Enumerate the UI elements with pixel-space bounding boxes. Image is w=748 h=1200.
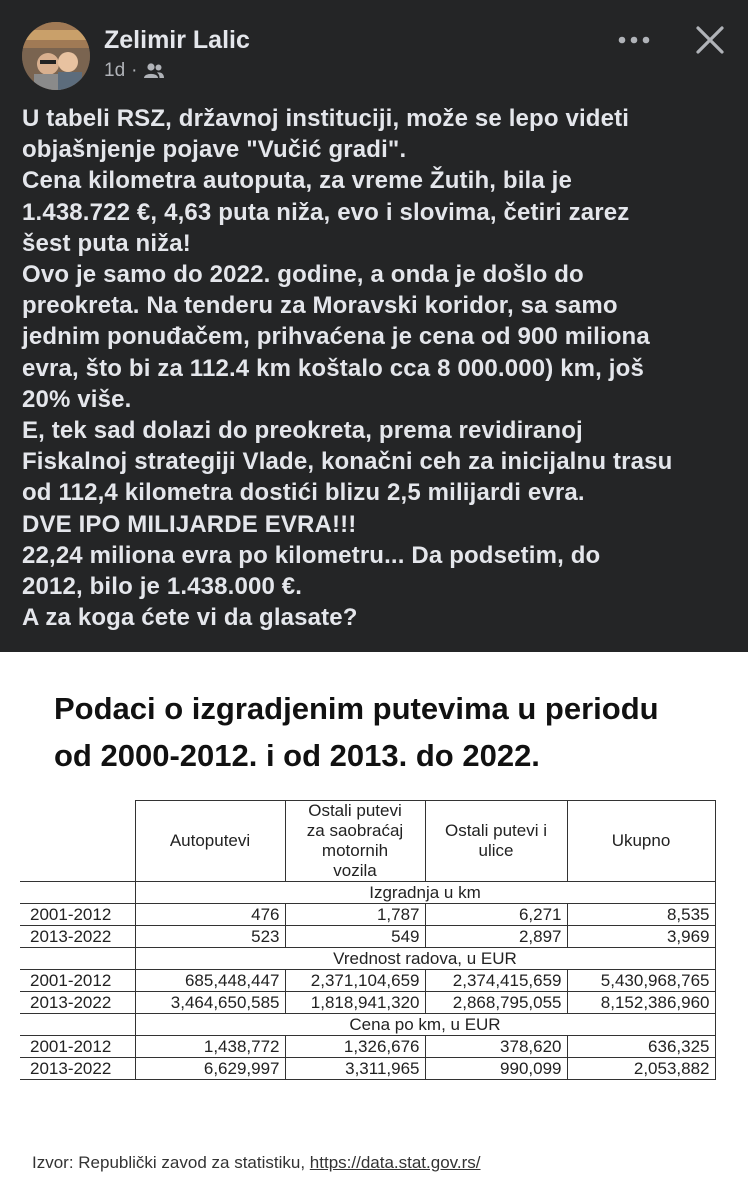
header-line: ulice [478,841,514,860]
close-icon [695,25,725,55]
value-cell: 476 [135,904,285,926]
value-cell: 685,448,447 [135,970,285,992]
header-ostali-putevi-motorni [285,801,425,882]
table-row [20,1058,715,1080]
post-image[interactable] [0,652,748,1200]
avatar[interactable] [22,22,90,90]
value-cell: 1,787 [285,904,425,926]
period-cell: 2001-2012 [20,970,135,992]
source-prefix: Izvor: Republički zavod za statistiku, [32,1153,306,1172]
section-empty-cell [20,1014,135,1036]
value-cell: 1,326,676 [285,1036,425,1058]
period-cell: 2001-2012 [20,1036,135,1058]
post-text-line: od 112,4 kilometra dostići blizu 2,5 milijardi evra. [22,479,585,507]
avatar-photo-icon [22,22,90,90]
value-cell: 3,311,965 [285,1058,425,1080]
post-text-line: Ovo je samo do 2022. godine, a onda je došlo do [22,261,584,289]
value-cell: 636,325 [567,1036,715,1058]
header-line: Ostali putevi [308,801,402,820]
table-row [20,1036,715,1058]
post-text [22,103,722,633]
table-row [20,970,715,992]
section-title: Izgradnja u km [135,882,715,904]
table-header-row [20,801,715,882]
period-cell: 2013-2022 [20,992,135,1014]
value-cell: 8,535 [567,904,715,926]
table-section-row [20,948,715,970]
value-cell: 1,818,941,320 [285,992,425,1014]
friends-icon[interactable] [143,62,165,80]
table-row [20,926,715,948]
post-text-line: šest puta niža! [22,229,191,257]
section-empty-cell [20,882,135,904]
value-cell: 3,464,650,585 [135,992,285,1014]
post-time[interactable]: 1d [104,60,126,81]
value-cell: 6,271 [425,904,567,926]
value-cell: 2,371,104,659 [285,970,425,992]
author-name[interactable]: Zelimir Lalic [104,26,250,54]
header-line: za saobraćaj [306,821,404,840]
value-cell: 990,099 [425,1058,567,1080]
image-title [54,685,659,779]
post-text-line: preokreta. Na tenderu za Moravski koridor, sa samo [22,292,618,320]
header-ostali-putevi-ulice [425,801,567,882]
post-text-line: 2012, bilo je 1.438.000 €. [22,573,303,601]
source-note [32,1153,481,1173]
value-cell: 6,629,997 [135,1058,285,1080]
source-link[interactable]: https://data.stat.gov.rs/ [309,1153,481,1172]
table-section-row [20,1014,715,1036]
post-text-line: A za koga ćete vi da glasate? [22,604,358,632]
header-empty-cell [20,801,135,882]
post-text-line: objašnjenje pojave "Vučić gradi". [22,136,407,164]
post-text-line: U tabeli RSZ, državnoj instituciji, može se lepo videti [22,105,630,132]
post-text-line: Cena kilometra autoputa, za vreme Žutih, bila je [22,167,573,195]
section-title: Cena po km, u EUR [135,1014,715,1036]
value-cell: 8,152,386,960 [567,992,715,1014]
section-title: Vrednost radova, u EUR [135,948,715,970]
more-icon [617,35,651,45]
more-options-button[interactable] [612,22,656,58]
meta-separator: · [131,60,138,81]
value-cell: 5,430,968,765 [567,970,715,992]
period-cell: 2013-2022 [20,1058,135,1080]
value-cell: 549 [285,926,425,948]
header-line: Ostali putevi i [444,821,548,840]
image-title-line: Podaci o izgradjenim putevima u periodu [54,691,659,726]
post-text-line: 1.438.722 €, 4,63 puta niža, evo i slovima, četiri zarez [22,198,630,226]
value-cell: 378,620 [425,1036,567,1058]
post-text-line: 22,24 miliona evra po kilometru... Da podsetim, do [22,541,601,569]
value-cell: 2,897 [425,926,567,948]
post-header [0,0,748,100]
period-cell: 2001-2012 [20,904,135,926]
roads-data-table [20,800,716,1080]
post-text-line: E, tek sad dolazi do preokreta, prema revidiranoj [22,417,583,445]
post-text-line: DVE IPO MILIJARDE EVRA!!! [22,510,357,538]
table-section-row [20,882,715,904]
value-cell: 2,374,415,659 [425,970,567,992]
value-cell: 2,868,795,055 [425,992,567,1014]
post-text-line: evra, što bi za 112.4 km koštalo cca 8 000.000) km, još [22,354,644,382]
value-cell: 3,969 [567,926,715,948]
value-cell: 523 [135,926,285,948]
close-button[interactable] [688,18,732,62]
post-text-line: jednim ponuđačem, prihvaćena je cena od 900 miliona [22,323,650,351]
header-autoputevi: Autoputevi [135,801,285,882]
value-cell: 2,053,882 [567,1058,715,1080]
header-line: vozila [333,861,377,880]
table-row [20,904,715,926]
header-ukupno: Ukupno [567,801,715,882]
table-row [20,992,715,1014]
value-cell: 1,438,772 [135,1036,285,1058]
header-line: motornih [321,841,389,860]
post-text-line: 20% više. [22,385,132,413]
post-meta [104,60,165,82]
period-cell: 2013-2022 [20,926,135,948]
post-text-line: Fiskalnoj strategiji Vlade, konačni ceh za inicijalnu trasu [22,448,673,476]
section-empty-cell [20,948,135,970]
image-title-line: od 2000-2012. i od 2013. do 2022. [54,738,540,773]
